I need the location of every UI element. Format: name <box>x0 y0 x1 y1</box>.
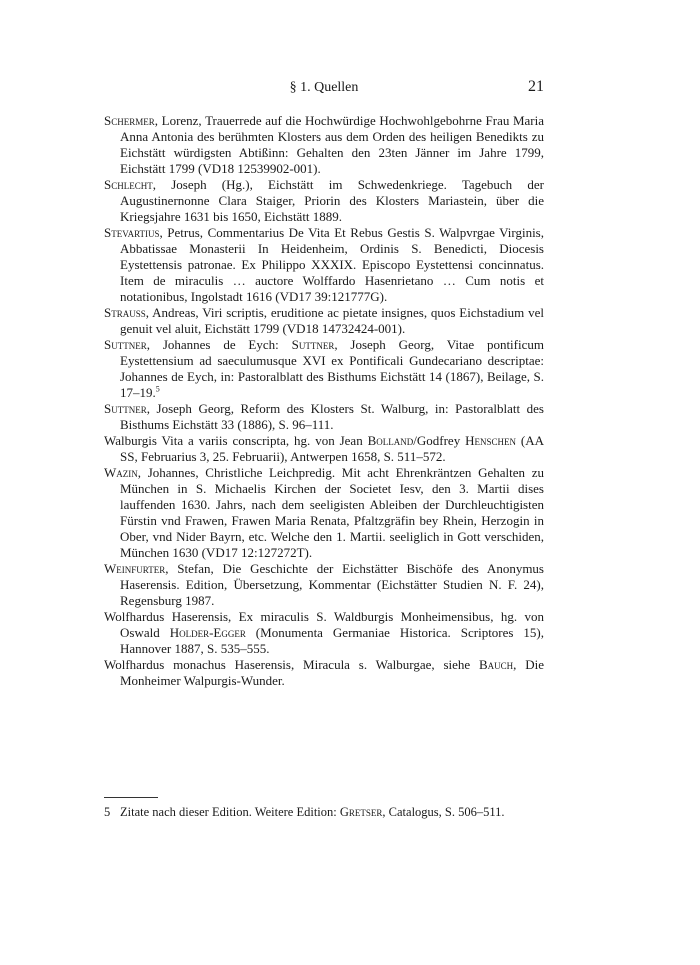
bibliography-entry <box>104 305 544 337</box>
author-name: Stevartius <box>104 225 160 240</box>
section-title: § 1. Quellen <box>289 80 359 95</box>
author-name: Schermer <box>104 113 155 128</box>
author-name: Gretser <box>339 805 383 819</box>
author-name: Weinfurter <box>104 561 166 576</box>
entry-text: , Die Monheimer Walpurgis-Wunder. <box>120 657 544 688</box>
footnote-divider <box>104 797 158 798</box>
entry-text: , Andreas, Viri scriptis, eruditione ac pietate insignes, quos Eichstadium vel genuit vel aluit, Eichstätt 1799 (VD18 14732424-001). <box>120 305 544 336</box>
author-name: Wazin <box>104 465 138 480</box>
author-name: Henschen <box>465 433 516 448</box>
footnote-reference: 5 <box>155 384 160 394</box>
bibliography-entry <box>104 401 544 433</box>
author-name: Bolland <box>367 433 414 448</box>
author-name: Schlecht <box>104 177 153 192</box>
author-name: Strauss <box>104 305 146 320</box>
entry-text: Wolfhardus monachus Haserensis, Miracula s. Walburgae, siehe <box>104 657 479 672</box>
bibliography-entry <box>104 177 544 225</box>
bibliography-list <box>104 113 544 689</box>
footnote-text <box>120 805 505 819</box>
bibliography-entry <box>104 113 544 177</box>
bibliography-entry <box>104 337 544 401</box>
entry-text: Zitate nach dieser Edition. Weitere Edition: <box>120 805 340 819</box>
entry-text: , Stefan, Die Geschichte der Eichstätter Bischöfe des Anonymus Haserensis. Edition, Übersetzung, Kommentar (Eichstätter Studien N. F. 24), Regensburg 1987. <box>120 561 544 608</box>
entry-text: Walburgis Vita a variis conscripta, hg. von Jean <box>104 433 368 448</box>
bibliography-entry <box>104 465 544 561</box>
entry-text: (AA SS, Februarius 3, 25. Februarii), Antwerpen 1658, S. 511–572. <box>120 433 544 464</box>
author-name: Holder-Egger <box>169 625 246 640</box>
entry-text: , Joseph Georg, Reform des Klosters St. Walburg, in: Pastoralblatt des Bisthums Eichstätt 33 (1886), S. 96–111. <box>120 401 544 432</box>
author-name: Suttner <box>104 337 147 352</box>
author-name: Suttner <box>104 401 147 416</box>
entry-text: , Johannes, Christliche Leichpredig. Mit acht Ehrenkräntzen Gehalten zu München in S. Michaelis Kirchen der Societet Iesv, den 3. Martii dises lauffenden 1630. Jahrs, nach dem seeligisten Ableiben der Durchleuchtigisten Fürstin vnd Frawen, Frawen Maria Renata, Pfaltzgräfin bey Rhein, Herzogin in Ober, vnd Nider Bayrn, etc. Welche den 1. Martii. seeliglich in Gott verschiden, München 1630 (VD17 12:127272T). <box>120 465 544 560</box>
bibliography-entry <box>104 225 544 305</box>
footnote-number: 5 <box>104 805 111 819</box>
entry-text: Wolfhardus Haserensis, Ex miraculis S. Waldburgis Monheimensibus, hg. von Oswald <box>104 609 544 640</box>
bibliography-entry <box>104 657 544 689</box>
running-header <box>104 80 544 104</box>
footnote <box>104 804 544 820</box>
bibliography-entry <box>104 561 544 609</box>
bibliography-entry <box>104 433 544 465</box>
page-number: 21 <box>528 78 544 95</box>
entry-text: , Johannes de Eych: <box>146 337 292 352</box>
entry-text: /Godfrey <box>413 433 466 448</box>
entry-text: , Joseph (Hg.), Eichstätt im Schwedenkriege. Tagebuch der Augustinernonne Clara Staiger, Priorin des Klosters Mariastein, über die Kriegsjahre 1631 bis 1650, Eichstätt 1889. <box>120 177 544 224</box>
entry-text: (Monumenta Germaniae Historica. Scriptores 15), Hannover 1887, S. 535–555. <box>120 625 545 656</box>
entry-text: , Lorenz, Trauerrede auf die Hochwürdige Hochwohlgebohrne Frau Maria Anna Antonia des berühmten Klosters aus dem Orden des heiligen Benedikts zu Eichstätt würdigsten Abtißinn: Gehalten den 23ten Jänner im Jahre 1799, Eichstätt 1799 (VD18 12539902-001). <box>120 113 544 176</box>
entry-text: , Petrus, Commentarius De Vita Et Rebus Gestis S. Walpvrgae Virginis, Abbatissae Monasterii In Heidenheim, Ordinis S. Benedicti, Diocesis Eystettensis patronae. Ex Philippo XXXIX. Episcopo Eystettensi concinnatus. Item de miraculis … auctore Wolffardo Hasenrietano … Cum notis et notationibus, Ingolstadt 1616 (VD17 39:121777G). <box>120 225 544 304</box>
bibliography-entry <box>104 609 544 657</box>
entry-text: , Catalogus, S. 506–511. <box>382 805 505 819</box>
author-name: Suttner <box>291 337 335 352</box>
author-name: Bauch <box>478 657 514 672</box>
entry-text: , Joseph Georg, Vitae pontificum Eystettensium ad saeculumusque XVI ex Pontificali Gundecariano descriptae: Johannes de Eych, in: Pastoralblatt des Bisthums Eichstätt 14 (1867), Beilage, S. 17–19. <box>120 337 544 400</box>
